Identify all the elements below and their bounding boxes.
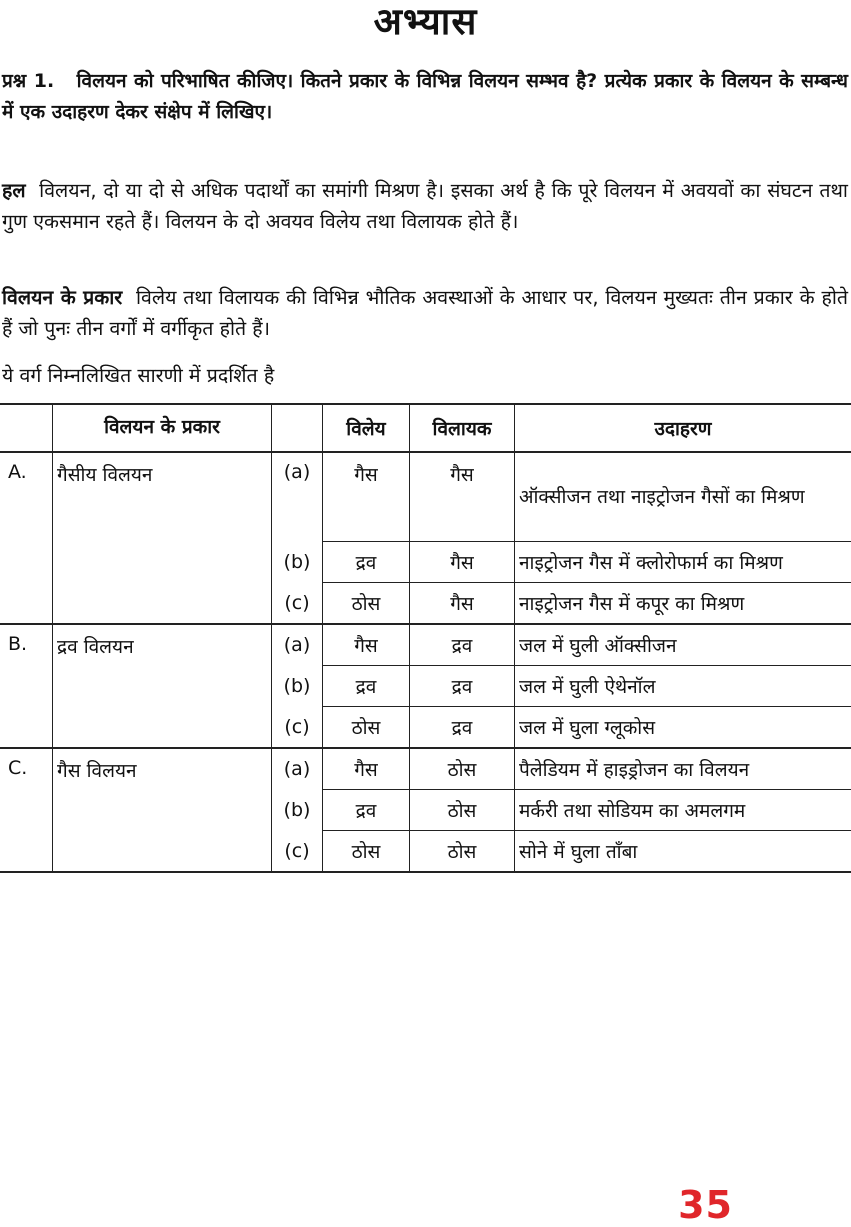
example-cell: पैलेडियम में हाइड्रोजन का विलयन	[515, 748, 851, 790]
sub-label: (b)	[272, 790, 323, 831]
solvent-cell: गैस	[410, 583, 515, 625]
table-note: ये वर्ग निम्नलिखित सारणी में प्रदर्शित है	[2, 360, 848, 391]
solvent-cell: ठोस	[410, 790, 515, 831]
example-cell: जल में घुली ऐथेनॉल	[515, 666, 851, 707]
group-name: गैसीय विलयन	[53, 452, 272, 624]
table-row	[0, 452, 851, 542]
example-cell: नाइट्रोजन गैस में क्लोरोफार्म का मिश्रण	[515, 542, 851, 583]
table-row	[0, 624, 851, 666]
group-letter: B.	[0, 624, 53, 748]
example-cell: जल में घुली ऑक्सीजन	[515, 624, 851, 666]
example-cell: ऑक्सीजन तथा नाइट्रोजन गैसों का मिश्रण	[515, 452, 851, 542]
solute-cell: ठोस	[323, 707, 410, 749]
sub-label: (b)	[272, 542, 323, 583]
solvent-cell: ठोस	[410, 831, 515, 873]
solution-paragraph	[2, 175, 848, 237]
solute-cell: द्रव	[323, 666, 410, 707]
page-title: अभ्यास	[0, 0, 851, 44]
header-example: उदाहरण	[515, 404, 851, 452]
sub-label: (c)	[272, 831, 323, 873]
group-letter: A.	[0, 452, 53, 624]
example-cell: मर्करी तथा सोडियम का अमलगम	[515, 790, 851, 831]
solvent-cell: गैस	[410, 452, 515, 542]
solvent-cell: द्रव	[410, 624, 515, 666]
solute-cell: ठोस	[323, 831, 410, 873]
question-label: प्रश्न 1.	[2, 70, 54, 92]
header-type: विलयन के प्रकार	[53, 404, 272, 452]
solute-cell: गैस	[323, 452, 410, 542]
header-blank	[0, 404, 53, 452]
header-solute: विलेय	[323, 404, 410, 452]
header-sub-blank	[272, 404, 323, 452]
table-header-row	[0, 404, 851, 452]
solute-cell: गैस	[323, 624, 410, 666]
types-text: विलेय तथा विलायक की विभिन्न भौतिक अवस्थाओं के आधार पर, विलयन मुख्यतः तीन प्रकार के होते हैं जो पुनः तीन वर्गों में वर्गीकृत होते हैं।	[2, 286, 848, 340]
sub-label: (b)	[272, 666, 323, 707]
solution-types-table	[0, 403, 851, 873]
solute-cell: ठोस	[323, 583, 410, 625]
example-cell: जल में घुला ग्लूकोस	[515, 707, 851, 749]
solute-cell: द्रव	[323, 790, 410, 831]
group-letter: C.	[0, 748, 53, 872]
sub-label: (c)	[272, 707, 323, 749]
example-cell: नाइट्रोजन गैस में कपूर का मिश्रण	[515, 583, 851, 625]
group-name: गैस विलयन	[53, 748, 272, 872]
solvent-cell: ठोस	[410, 748, 515, 790]
solute-cell: गैस	[323, 748, 410, 790]
solvent-cell: गैस	[410, 542, 515, 583]
question-text: विलयन को परिभाषित कीजिए। कितने प्रकार के विभिन्न विलयन सम्भव है? प्रत्येक प्रकार के विलयन के सम्बन्ध में एक उदाहरण देकर संक्षेप में लिखिए।	[2, 70, 848, 123]
question-paragraph	[2, 66, 848, 128]
example-cell: सोने में घुला ताँबा	[515, 831, 851, 873]
table-row	[0, 748, 851, 790]
types-label: विलयन के प्रकार	[2, 286, 122, 309]
types-paragraph	[2, 282, 848, 344]
sub-label: (a)	[272, 624, 323, 666]
solution-text: विलयन, दो या दो से अधिक पदार्थों का समांगी मिश्रण है। इसका अर्थ है कि पूरे विलयन में अवयवों का संघटन तथा गुण एकसमान रहते हैं। विलयन के दो अवयव विलेय तथा विलायक होते हैं।	[2, 179, 848, 233]
header-solvent: विलायक	[410, 404, 515, 452]
sub-label: (a)	[272, 748, 323, 790]
solvent-cell: द्रव	[410, 666, 515, 707]
sub-label: (c)	[272, 583, 323, 625]
solvent-cell: द्रव	[410, 707, 515, 749]
solution-label: हल	[2, 179, 26, 202]
page-number: 35	[678, 1183, 733, 1227]
solute-cell: द्रव	[323, 542, 410, 583]
sub-label: (a)	[272, 452, 323, 542]
group-name: द्रव विलयन	[53, 624, 272, 748]
